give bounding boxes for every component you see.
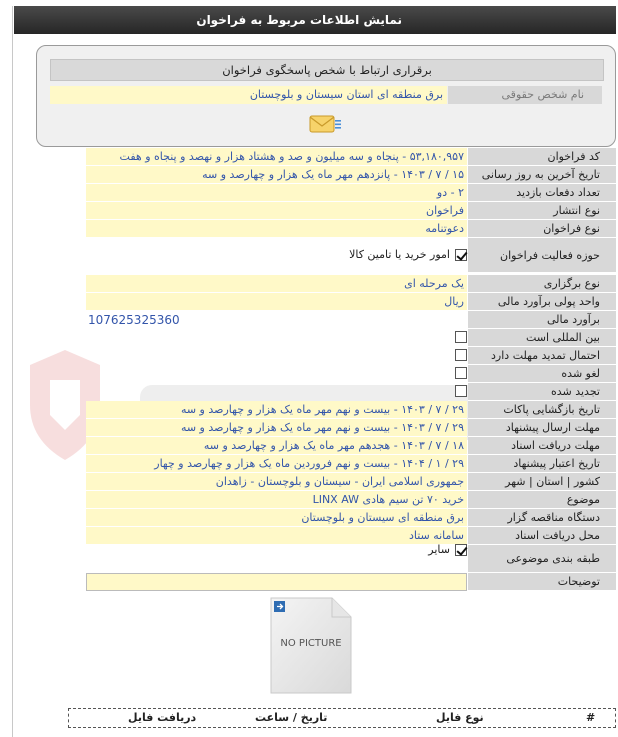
activity-scope-option: امور خرید یا تامین کالا	[349, 248, 450, 261]
label-last-update: تاریخ آخرین به روز رسانی	[468, 166, 616, 184]
label-validity-date: تاریخ اعتبار پیشنهاد	[468, 455, 616, 473]
files-col-datetime: تاریخ / ساعت	[255, 711, 328, 724]
value-visit-count: ۲ - دو	[86, 184, 467, 202]
label-extension: احتمال تمدید مهلت دارد	[468, 347, 616, 365]
value-submit-deadline: ۲۹ / ۷ / ۱۴۰۳ - بیست و نهم مهر ماه یک هزار و چهارصد و سه	[86, 419, 467, 437]
mail-icon[interactable]	[308, 111, 342, 137]
label-publish-type: نوع انتشار	[468, 202, 616, 220]
contact-header: برقراری ارتباط با شخص پاسخگوی فراخوان	[50, 59, 604, 81]
value-validity-date: ۲۹ / ۱ / ۱۴۰۴ - بیست و نهم فروردین ماه یک هزار و چهارصد و چهار	[86, 455, 467, 473]
value-last-update: ۱۵ / ۷ / ۱۴۰۳ - پانزدهم مهر ماه یک هزار و چهارصد و سه	[86, 166, 467, 184]
value-location: جمهوری اسلامی ایران - سیستان و بلوچستان - زاهدان	[86, 473, 467, 491]
value-opening-date: ۲۹ / ۷ / ۱۴۰۳ - بیست و نهم مهر ماه یک هزار و چهارصد و سه	[86, 401, 467, 419]
value-estimate: 107625325360	[88, 313, 180, 327]
label-cancelled: لغو شده	[468, 365, 616, 383]
contact-value	[50, 86, 447, 104]
label-tender-type: نوع فراخوان	[468, 220, 616, 238]
value-tender-code: ۵۳,۱۸۰,۹۵۷ - پنجاه و سه میلیون و صد و هشتاد هزار و نهصد و پنجاه و هفت	[86, 148, 467, 166]
cancelled-checkbox[interactable]	[455, 367, 467, 379]
label-location: کشور | استان | شهر	[468, 473, 616, 491]
label-hold-type: نوع برگزاری	[468, 275, 616, 293]
label-doc-deadline: مهلت دریافت اسناد	[468, 437, 616, 455]
label-organizer: دستگاه مناقصه گزار	[468, 509, 616, 527]
files-col-type: نوع فایل	[436, 711, 484, 724]
page-title-bar	[14, 6, 616, 34]
contact-value-text: برق منطقه ای استان سیستان و بلوچستان	[249, 88, 443, 101]
label-currency: واحد پولی برآورد مالی	[468, 293, 616, 311]
label-subject: موضوع	[468, 491, 616, 509]
label-visit-count: تعداد دفعات بازدید	[468, 184, 616, 202]
renewed-checkbox[interactable]	[455, 385, 467, 397]
label-submit-deadline: مهلت ارسال پیشنهاد	[468, 419, 616, 437]
category-option: سایر	[428, 543, 450, 556]
value-publish-type: فراخوان	[86, 202, 467, 220]
category-checkbox[interactable]	[455, 544, 467, 556]
label-category: طبقه بندی موضوعی	[468, 545, 616, 573]
value-doc-place: سامانه ستاد	[86, 527, 467, 545]
contact-label	[448, 86, 602, 104]
value-notes	[86, 573, 467, 591]
label-tender-code: کد فراخوان	[468, 148, 616, 166]
value-hold-type: یک مرحله ای	[86, 275, 467, 293]
label-estimate: برآورد مالی	[468, 311, 616, 329]
international-checkbox[interactable]	[455, 331, 467, 343]
files-col-index: #	[586, 711, 596, 724]
value-tender-type: دعوتنامه	[86, 220, 467, 238]
contact-label-text: نام شخص حقوقی	[501, 88, 584, 101]
value-subject: خرید ۷۰ تن سیم هادی LINX AW	[86, 491, 467, 509]
page-title: نمایش اطلاعات مربوط به فراخوان	[196, 13, 402, 27]
label-activity-scope: حوزه فعالیت فراخوان	[468, 238, 616, 273]
label-notes: توضیحات	[468, 573, 616, 591]
label-opening-date: تاریخ بازگشایی پاکات	[468, 401, 616, 419]
label-international: بین المللی است	[468, 329, 616, 347]
activity-scope-checkbox[interactable]	[455, 249, 467, 261]
files-col-download: دریافت فایل	[128, 711, 197, 724]
extension-checkbox[interactable]	[455, 349, 467, 361]
value-currency: ریال	[86, 293, 467, 311]
no-picture-text: NO PICTURE	[280, 638, 342, 649]
value-doc-deadline: ۱۸ / ۷ / ۱۴۰۳ - هجدهم مهر ماه یک هزار و چهارصد و سه	[86, 437, 467, 455]
label-renewed: تجدید شده	[468, 383, 616, 401]
value-organizer: برق منطقه ای سیستان و بلوچستان	[86, 509, 467, 527]
label-doc-place: محل دریافت اسناد	[468, 527, 616, 545]
